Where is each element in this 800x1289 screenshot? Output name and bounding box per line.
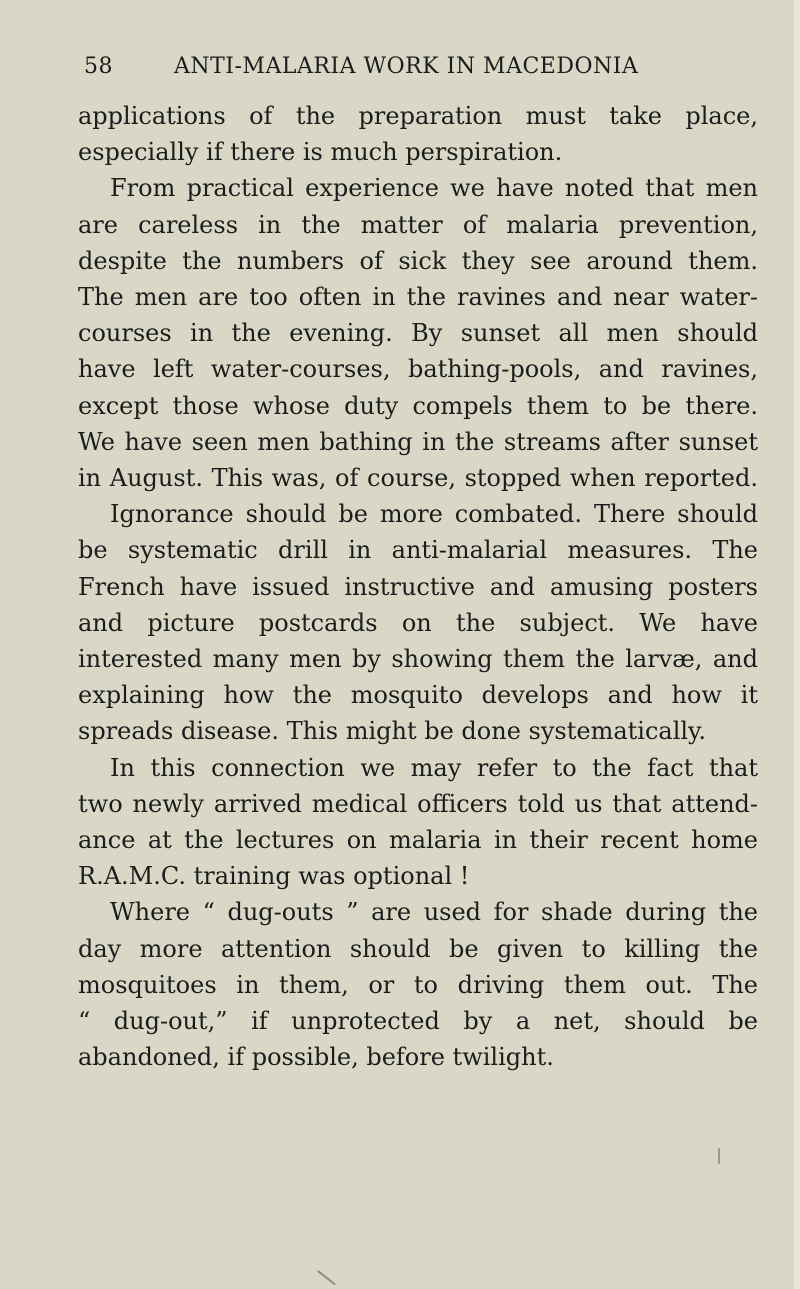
text-line: except those whose duty compels them to be there.: [78, 391, 758, 420]
paragraph: [78, 170, 758, 496]
text-line: be systematic drill in anti-malarial measures. The: [78, 536, 758, 565]
text-line: mosquitoes in them, or to driving them out. The: [78, 970, 758, 999]
text-line: and picture postcards on the subject. We have: [78, 608, 758, 637]
text-line: day more attention should be given to killing the: [78, 934, 758, 963]
paragraph: [78, 894, 758, 1075]
text-line: R.A.M.C. training was optional !: [78, 862, 470, 891]
text-line: have left water-courses, bathing-pools, and ravines,: [78, 355, 758, 384]
paper-speck: [718, 1148, 720, 1164]
text-line: We have seen men bathing in the streams after sunset: [78, 427, 758, 456]
text-line: ance at the lectures on malaria in their recent home: [78, 826, 758, 855]
paragraph: [78, 750, 758, 895]
text-line: in August. This was, of course, stopped when reported.: [78, 464, 758, 493]
body-text: [78, 98, 758, 1075]
paragraph: [78, 98, 758, 170]
text-line: abandoned, if possible, before twilight.: [78, 1043, 554, 1072]
text-line: despite the numbers of sick they see around them.: [78, 246, 758, 275]
text-line: spreads disease. This might be done systematically.: [78, 717, 707, 746]
text-line: interested many men by showing them the larvæ, and: [78, 645, 758, 674]
text-line: Ignorance should be more combated. There should: [110, 500, 758, 529]
text-line: From practical experience we have noted that men: [110, 174, 758, 203]
text-line: courses in the evening. By sunset all men should: [78, 319, 758, 348]
paper-speck: [318, 1270, 336, 1285]
running-head: ANTI-MALARIA WORK IN MACEDONIA: [174, 54, 639, 79]
text-line: are careless in the matter of malaria prevention,: [78, 210, 758, 239]
text-line: explaining how the mosquito develops and how it: [78, 681, 758, 710]
paragraph: [78, 496, 758, 749]
text-line: “ dug-out,” if unprotected by a net, should be: [78, 1007, 758, 1036]
text-line: French have issued instructive and amusing posters: [78, 572, 758, 601]
text-line: two newly arrived medical officers told us that attend-: [78, 789, 758, 818]
text-line: applications of the preparation must take place,: [78, 102, 758, 130]
page-number: 58: [84, 54, 113, 79]
text-line: Where “ dug-outs ” are used for shade during the: [110, 898, 758, 927]
page-header: [84, 52, 724, 84]
text-line: especially if there is much perspiration.: [78, 138, 563, 167]
text-line: In this connection we may refer to the fact that: [110, 753, 758, 782]
page-edge: [794, 0, 800, 1289]
text-line: The men are too often in the ravines and near water-: [78, 283, 758, 312]
